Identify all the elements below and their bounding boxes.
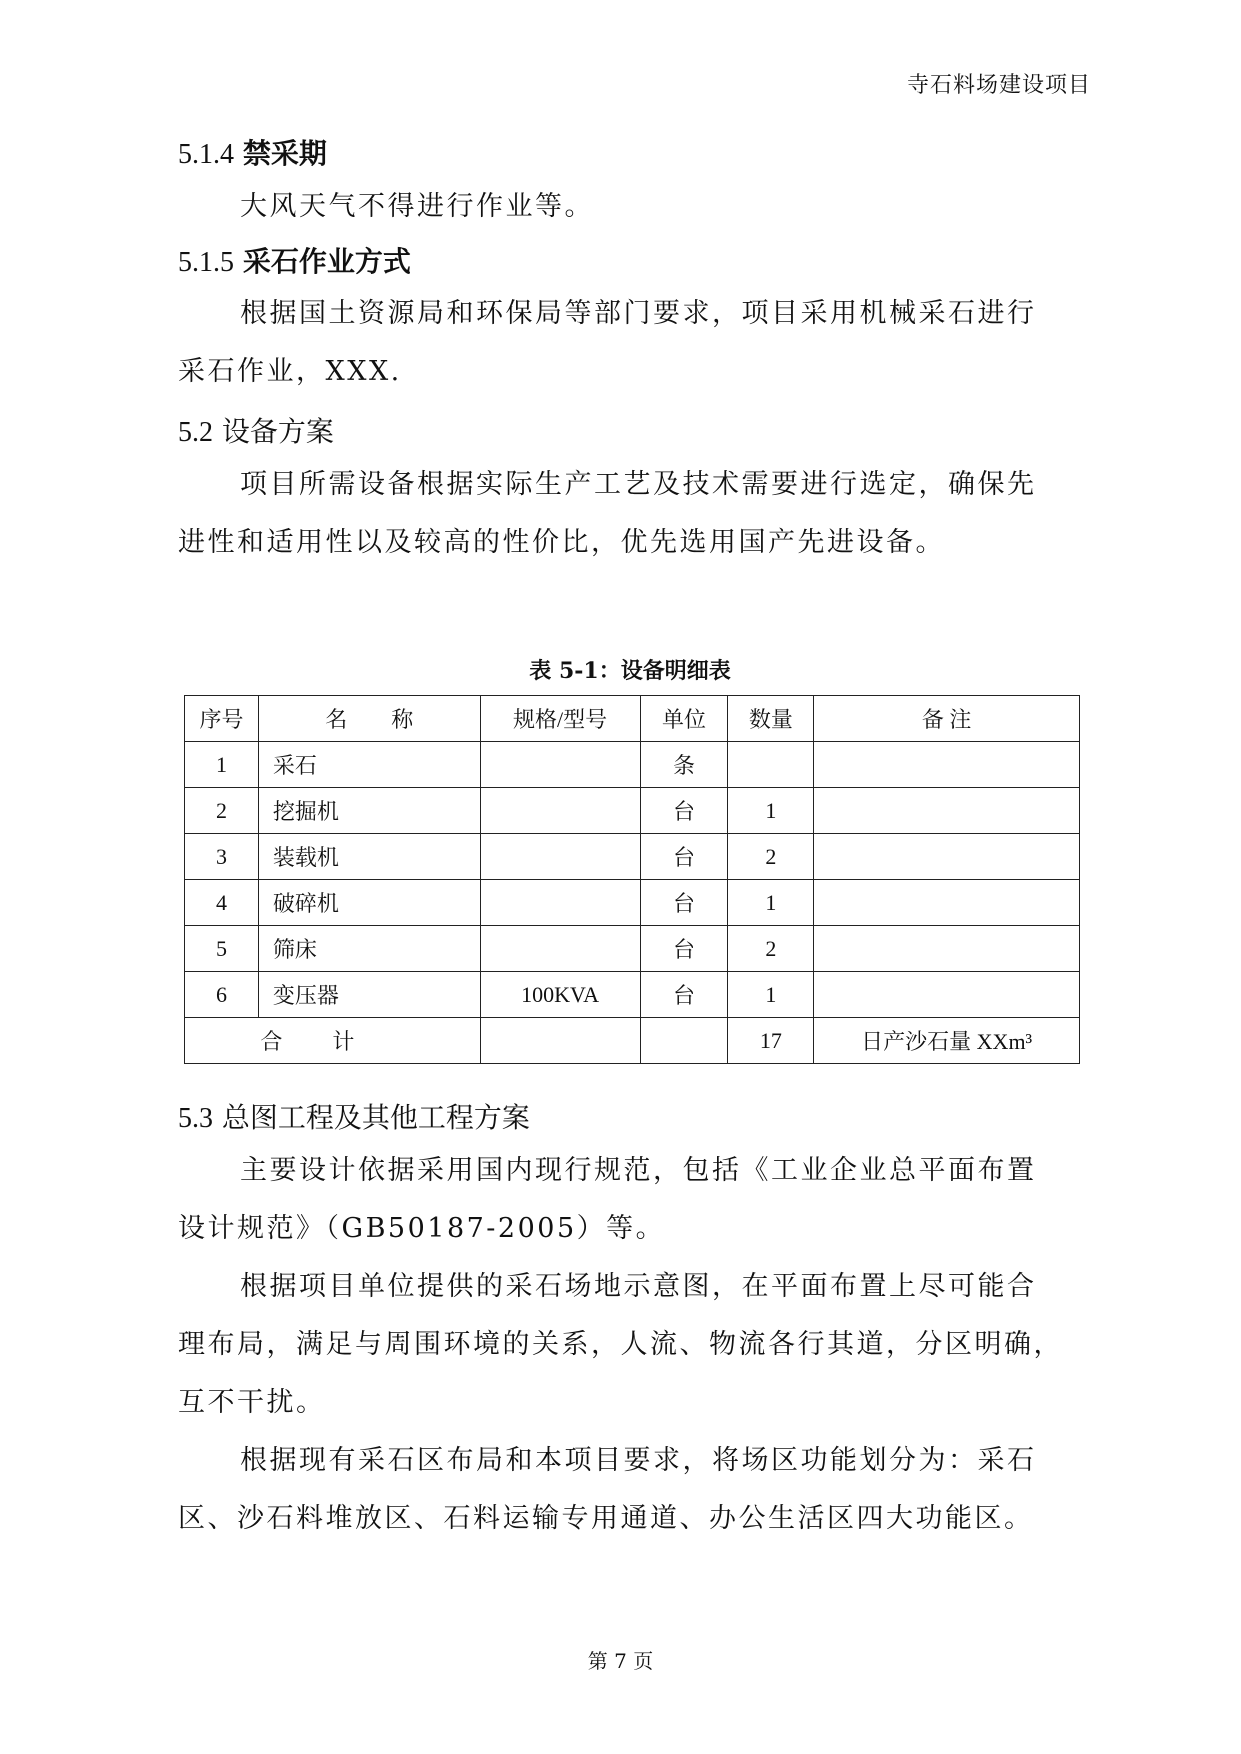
table-cell: 4: [185, 880, 259, 926]
table-cell: 1: [728, 880, 814, 926]
table-cell: 1: [728, 788, 814, 834]
table-cell: [814, 880, 1080, 926]
table-row: [185, 972, 1080, 1018]
table-row: [185, 926, 1080, 972]
header-cell: 单位: [640, 696, 728, 742]
total-unit: [640, 1018, 728, 1064]
table-cell: [480, 880, 640, 926]
table-cell: 条: [640, 742, 728, 788]
header-cell: 备 注: [814, 696, 1080, 742]
header-cell: 序号: [185, 696, 259, 742]
table-cell: 2: [728, 926, 814, 972]
table-cell: 台: [640, 788, 728, 834]
table-cell: 筛床: [258, 926, 480, 972]
section-heading-5-1-4: 5.1.4 禁采期: [178, 137, 327, 170]
total-label: 合计: [185, 1018, 481, 1064]
page-number: 第 7 页: [587, 1649, 654, 1673]
table-row: [185, 880, 1080, 926]
paragraph-no-mining-period: 大风天气不得进行作业等。: [240, 191, 594, 222]
table-cell: 6: [185, 972, 259, 1018]
paragraph-functional-zones: 根据现有采石区布局和本项目要求，将场区功能划分为：采石 区、沙石料堆放区、石料运输专用通道、办公生活区四大功能区。: [178, 1445, 1037, 1534]
table-cell: 装载机: [258, 834, 480, 880]
table-cell: 采石: [258, 742, 480, 788]
table-cell: [480, 788, 640, 834]
total-spec: [480, 1018, 640, 1064]
table-cell: 挖掘机: [258, 788, 480, 834]
paragraph-design-basis: 主要设计依据采用国内现行规范，包括《工业企业总平面布置 设计规范》（GB50187-2005）等。: [178, 1155, 1037, 1244]
paragraph-equipment-plan: 项目所需设备根据实际生产工艺及技术需要进行选定，确保先 进性和适用性以及较高的性价比，优先选用国产先进设备。: [178, 469, 1037, 558]
table-cell: 台: [640, 926, 728, 972]
table-row: [185, 788, 1080, 834]
table-cell: [814, 788, 1080, 834]
table-cell: [480, 926, 640, 972]
table-cell: 1: [185, 742, 259, 788]
section-heading-5-2: 5.2 设备方案: [178, 415, 334, 448]
table-cell: [728, 742, 814, 788]
table-header-row: [185, 696, 1080, 742]
table-row: [185, 742, 1080, 788]
table-cell: [480, 742, 640, 788]
table-cell: [814, 742, 1080, 788]
running-header: 寺石料场建设项目: [906, 73, 1091, 98]
table-cell: 2: [728, 834, 814, 880]
section-heading-5-3: 5.3 总图工程及其他工程方案: [178, 1101, 530, 1134]
table-cell: [814, 972, 1080, 1018]
total-quantity: 17: [728, 1018, 814, 1064]
table-cell: 变压器: [258, 972, 480, 1018]
table-row: [185, 834, 1080, 880]
paragraph-mining-method: 根据国土资源局和环保局等部门要求，项目采用机械采石进行 采石作业，XXX.: [178, 298, 1037, 387]
table-cell: 台: [640, 880, 728, 926]
section-heading-5-1-5: 5.1.5 采石作业方式: [178, 245, 411, 278]
table-cell: 破碎机: [258, 880, 480, 926]
table-cell: 台: [640, 834, 728, 880]
table-cell: [814, 926, 1080, 972]
total-note: 日产沙石量 XXm³: [814, 1018, 1080, 1064]
table-caption: 表 5-1：设备明细表: [529, 658, 731, 684]
equipment-table: [184, 695, 1080, 1064]
table-total-row: [185, 1018, 1080, 1064]
table-cell: 1: [728, 972, 814, 1018]
paragraph-layout-principle: 根据项目单位提供的采石场地示意图，在平面布置上尽可能合 理布局，满足与周围环境的关系，人流、物流各行其道，分区明确， 互不干扰。: [178, 1271, 1063, 1418]
header-cell: 数量: [728, 696, 814, 742]
header-cell: 名 称: [258, 696, 480, 742]
table-cell: 100KVA: [480, 972, 640, 1018]
table-cell: [480, 834, 640, 880]
table-cell: 台: [640, 972, 728, 1018]
table-cell: [814, 834, 1080, 880]
header-cell: 规格/型号: [480, 696, 640, 742]
table-cell: 3: [185, 834, 259, 880]
table-cell: 5: [185, 926, 259, 972]
table-cell: 2: [185, 788, 259, 834]
